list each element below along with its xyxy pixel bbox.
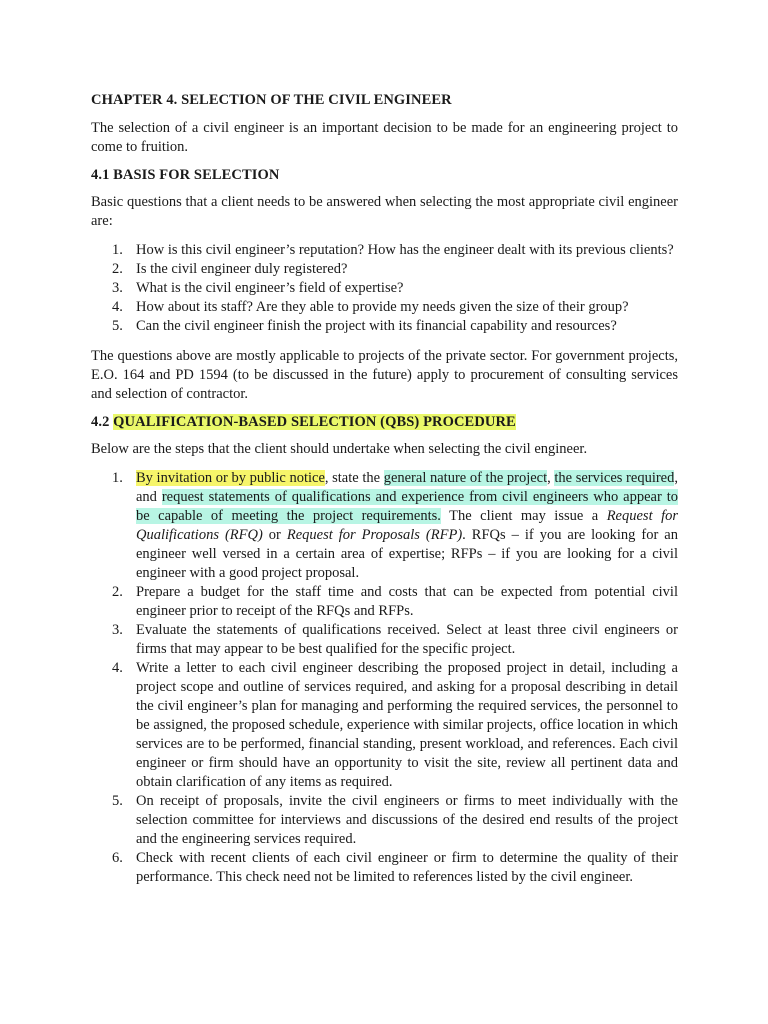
list-item-text: Write a letter to each civil engineer describing the proposed project in detail, including a project scope and outline of services required, and asking for a proposal describing in detail the civil engineer’s plan for managing and performing the required services, the personnel to be assigned, the proposed schedule, experience with similar projects, office location in which services are to be performed, financial standing, present workload, and references. Each civil engineer or firm should have an opportunity to visit the site, review all pertinent data and obtain clarification of any items as required. <box>136 660 678 790</box>
list-item <box>91 792 678 849</box>
intro-paragraph: The selection of a civil engineer is an important decision to be made for an engineering project to come to fruition. <box>91 120 678 155</box>
section-4-2-heading <box>91 414 678 431</box>
italic-term: Request for Proposals (RFP) <box>286 527 463 543</box>
text-run: , and <box>136 470 678 505</box>
list-item <box>91 241 678 260</box>
chapter-title: CHAPTER 4. SELECTION OF THE CIVIL ENGINEER <box>91 92 452 108</box>
highlighted-heading-text: QUALIFICATION-BASED SELECTION (QBS) PROCEDURE <box>113 414 516 430</box>
list-item-text: Prepare a budget for the staff time and costs that can be expected from potential civil engineer prior to receipt of the RFQs and RFPs. <box>136 584 678 619</box>
list-number: 2. <box>112 584 123 600</box>
text-run: , <box>547 470 555 486</box>
list-item <box>91 260 678 279</box>
list-item <box>91 279 678 298</box>
list-number: 1. <box>112 470 123 486</box>
list-item <box>91 298 678 317</box>
section-4-1-lead: Basic questions that a client needs to be answered when selecting the most appropriate civil engineer are: <box>91 194 678 229</box>
cyan-highlight: general nature of the project <box>383 470 548 486</box>
list-item-text: Evaluate the statements of qualifications received. Select at least three civil engineers or firms that may appear to be best qualified for the specific project. <box>136 622 678 657</box>
list-item-text: Check with recent clients of each civil engineer or firm to determine the quality of their performance. This check need not be limited to references listed by the civil engineer. <box>136 850 678 885</box>
text-run: , state the <box>324 470 384 486</box>
list-number: 6. <box>112 850 123 866</box>
list-number: 5. <box>112 318 123 334</box>
list-item-text: Is the civil engineer duly registered? <box>136 261 348 277</box>
list-item <box>91 849 678 887</box>
list-item-text: How is this civil engineer’s reputation? How has the engineer dealt with its previous clients? <box>136 242 674 258</box>
list-number: 3. <box>112 280 123 296</box>
qbs-step-list <box>91 469 678 887</box>
cyan-highlight: request statements of qualifications and experience from civil engineers who appear to be capable of meeting the project requirements. <box>136 489 678 524</box>
list-item <box>91 583 678 621</box>
list-item <box>91 621 678 659</box>
list-number: 1. <box>112 242 123 258</box>
section-4-1-closing: The questions above are mostly applicable to projects of the private sector. For government projects, E.O. 164 and PD 1594 (to be discussed in the future) apply to procurement of consulting services and selection of contractor. <box>91 348 678 402</box>
list-item-text <box>136 470 678 581</box>
list-item-text: What is the civil engineer’s field of expertise? <box>136 280 404 296</box>
yellow-highlight: By invitation or by public notice <box>136 470 325 486</box>
list-item <box>91 659 678 792</box>
section-number: 4.2 <box>91 414 110 430</box>
list-item <box>91 469 678 583</box>
text-run: or <box>262 527 287 543</box>
cyan-highlight: the services required <box>554 470 675 486</box>
basis-question-list <box>91 241 678 336</box>
list-number: 3. <box>112 622 123 638</box>
list-item-text: Can the civil engineer finish the project with its financial capability and resources? <box>136 318 617 334</box>
section-4-2-lead: Below are the steps that the client should undertake when selecting the civil engineer. <box>91 441 588 457</box>
text-run: The client may issue a <box>440 508 607 524</box>
list-number: 4. <box>112 660 123 676</box>
italic-term: Request for Qualifications (RFQ) <box>136 508 679 543</box>
list-item-text: How about its staff? Are they able to provide my needs given the size of their group? <box>136 299 629 315</box>
section-4-1-heading: 4.1 BASIS FOR SELECTION <box>91 167 280 183</box>
list-number: 2. <box>112 261 123 277</box>
list-item <box>91 317 678 336</box>
list-number: 4. <box>112 299 123 315</box>
list-number: 5. <box>112 793 123 809</box>
text-run: . RFQs – if you are looking for an engineer well versed in a certain area of expertise; RFPs – if you are looking for a civil engineer with a good project proposal. <box>136 527 678 581</box>
list-item-text: On receipt of proposals, invite the civil engineers or firms to meet individually with the selection committee for interviews and discussions of the desired end results of the project and the engineering services required. <box>136 793 678 847</box>
